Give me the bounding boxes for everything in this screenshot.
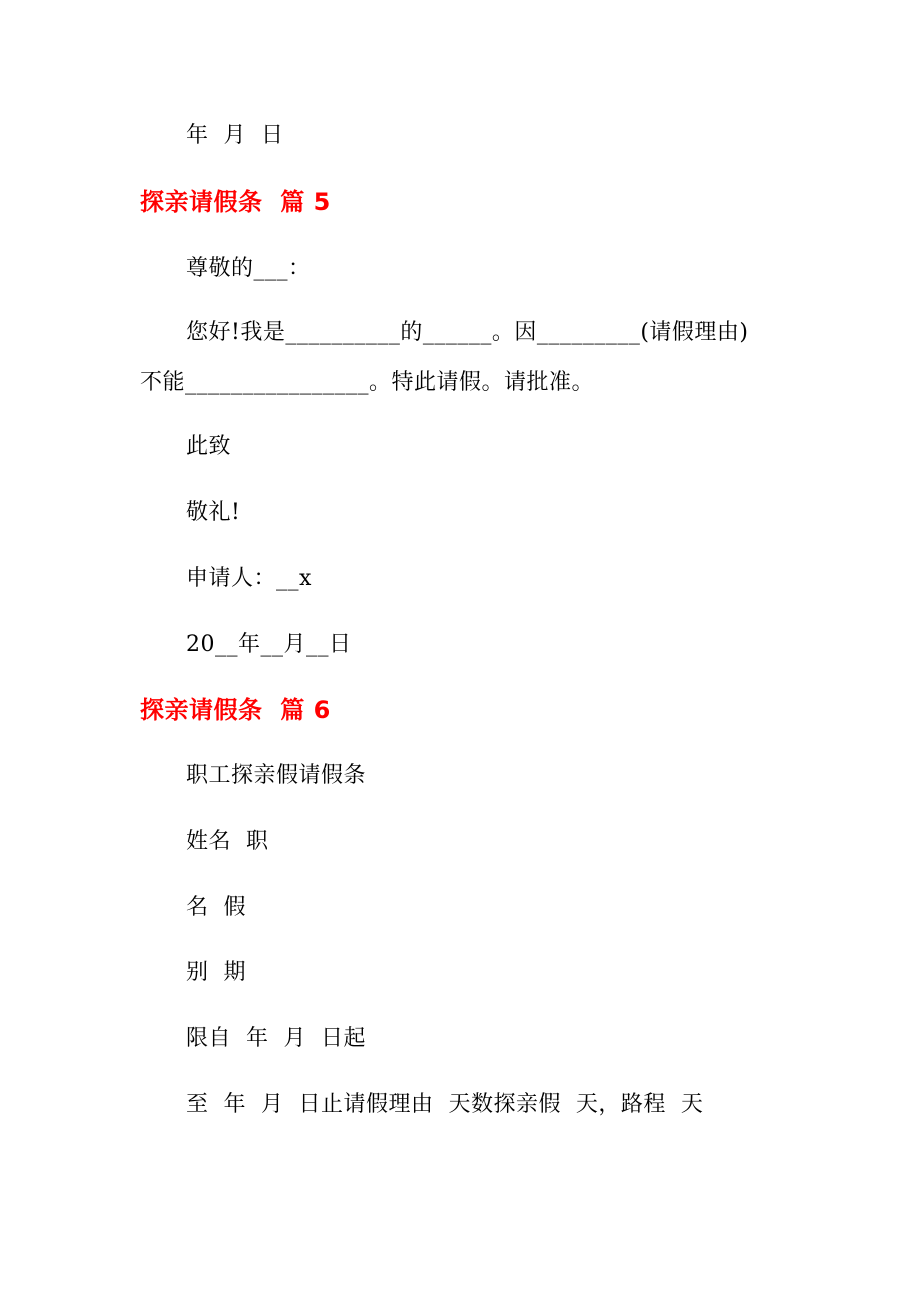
section5-salutation: 尊敬的___： [186, 256, 311, 281]
section5-applicant: 申请人：__x [186, 566, 312, 591]
section5-body-line2: 不能________________。特此请假。请批准。 [140, 370, 595, 395]
section6-row4: 限自 年 月 日起 [186, 1026, 366, 1051]
section5-closing1: 此致 [186, 434, 232, 459]
section6-row1: 姓名 职 [186, 829, 269, 854]
section5-date: 20__年__月__日 [186, 632, 352, 657]
section5-body-line1: 您好!我是__________的______。因_________(请假理由) [186, 320, 749, 345]
section5-closing2: 敬礼! [186, 500, 241, 525]
section5-heading: 探亲请假条 篇 5 [140, 188, 331, 216]
date-line-top: 年 月 日 [186, 123, 284, 148]
section6-row2: 名 假 [186, 895, 246, 920]
section6-title: 职工探亲假请假条 [186, 763, 367, 788]
section6-row3: 别 期 [186, 960, 246, 985]
section6-row5: 至 年 月 日止请假理由 天数探亲假 天，路程 天 [186, 1092, 704, 1117]
section6-heading: 探亲请假条 篇 6 [140, 696, 331, 724]
